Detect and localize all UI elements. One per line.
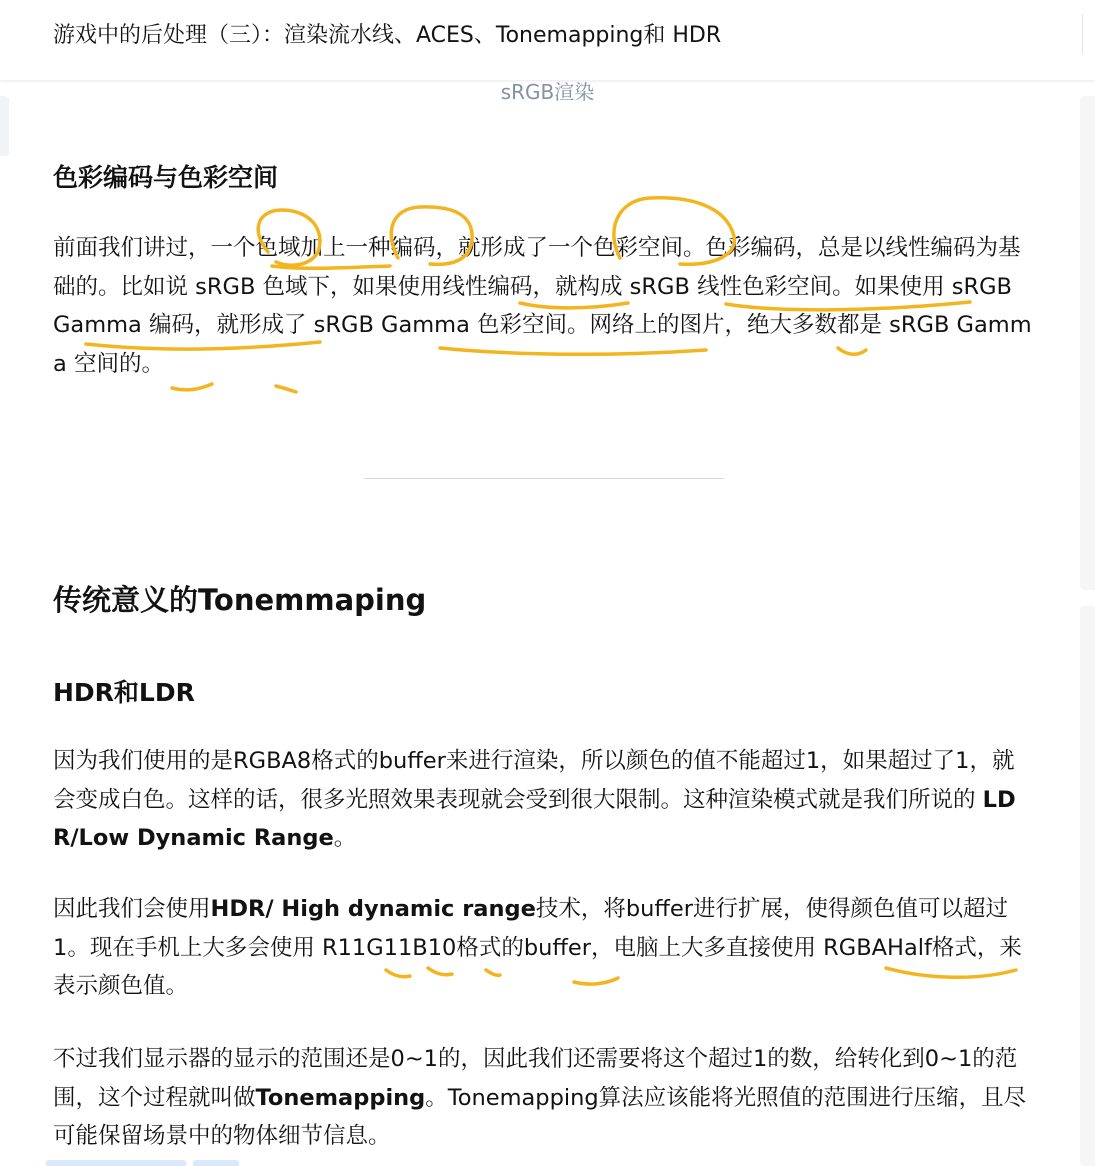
tonemapping-text: 。Tonemapping算法应该能将光照值的范围进行压缩，且尽可能保留场景中的物体细节信息。 bbox=[53, 1084, 1027, 1149]
hdr-bold-term: HDR/ High dynamic range bbox=[210, 896, 536, 922]
annotation-dash-gamma-2 bbox=[276, 386, 296, 392]
hdr-pre: 因此我们会使用 bbox=[53, 896, 211, 922]
topic-tag[interactable] bbox=[46, 1160, 186, 1166]
paragraph-ldr bbox=[53, 742, 1033, 858]
right-sidebar-panel-lower bbox=[1080, 606, 1095, 1166]
header-divider bbox=[1082, 14, 1083, 54]
hdr-text: 技术，将buffer进行扩展，使得颜色值可以超过1。现在手机上大多会使用 R11G11B10格式的buffer，电脑上大多直接使用 RGBAHalf格式，来表示颜色值。 bbox=[53, 896, 1022, 999]
bottom-tag-strip bbox=[46, 1160, 246, 1166]
topic-tag[interactable] bbox=[193, 1160, 239, 1166]
image-caption: sRGB渲染 bbox=[500, 80, 595, 104]
section-heading-tonemapping: 传统意义的Tonemmaping bbox=[53, 583, 427, 617]
right-sidebar-panel bbox=[1080, 96, 1095, 590]
paragraph-color-space: 前面我们讲过，一个色域加上一种编码，就形成了一个色彩空间。色彩编码，总是以线性编码为基础的。比如说 sRGB 色域下，如果使用线性编码，就构成 sRGB 线性色彩空间。如果使用 sRGB Gamma 编码，就形成了 sRGB Gamma 色彩空间。网络上的图片，绝大多数都是 sRGB Gamma 空间的。 bbox=[53, 235, 1032, 377]
section-divider bbox=[364, 478, 724, 479]
paragraph-hdr bbox=[53, 890, 1033, 1006]
paragraph-tonemapping bbox=[53, 1040, 1033, 1156]
annotation-dash-gamma-1 bbox=[172, 384, 212, 390]
tonemapping-pre: 不过我们显示器的显示的范围还是0~1的，因此我们还需要将这个超过1的数，给转化到0~1的范围，这个过程就叫做 bbox=[53, 1046, 1018, 1111]
tonemapping-bold-term: Tonemapping bbox=[255, 1084, 426, 1111]
sub-heading-hdr-ldr: HDR和LDR bbox=[53, 678, 195, 707]
article-header-bar bbox=[0, 0, 1095, 80]
ldr-text: 因为我们使用的是RGBA8格式的buffer来进行渲染，所以颜色的值不能超过1，如果超过了1，就会变成白色。这样的话，很多光照效果表现就会受到很大限制。这种渲染模式就是我们所说的 bbox=[53, 748, 1015, 813]
left-sidebar-tab[interactable] bbox=[0, 96, 9, 156]
ldr-bold-term: LDR/Low Dynamic Range bbox=[53, 786, 1016, 851]
ldr-tail: 。 bbox=[333, 825, 357, 851]
article-title: 游戏中的后处理（三）：渲染流水线、ACES、Tonemapping和 HDR bbox=[53, 23, 722, 48]
section-heading-color-encoding: 色彩编码与色彩空间 bbox=[53, 163, 279, 192]
